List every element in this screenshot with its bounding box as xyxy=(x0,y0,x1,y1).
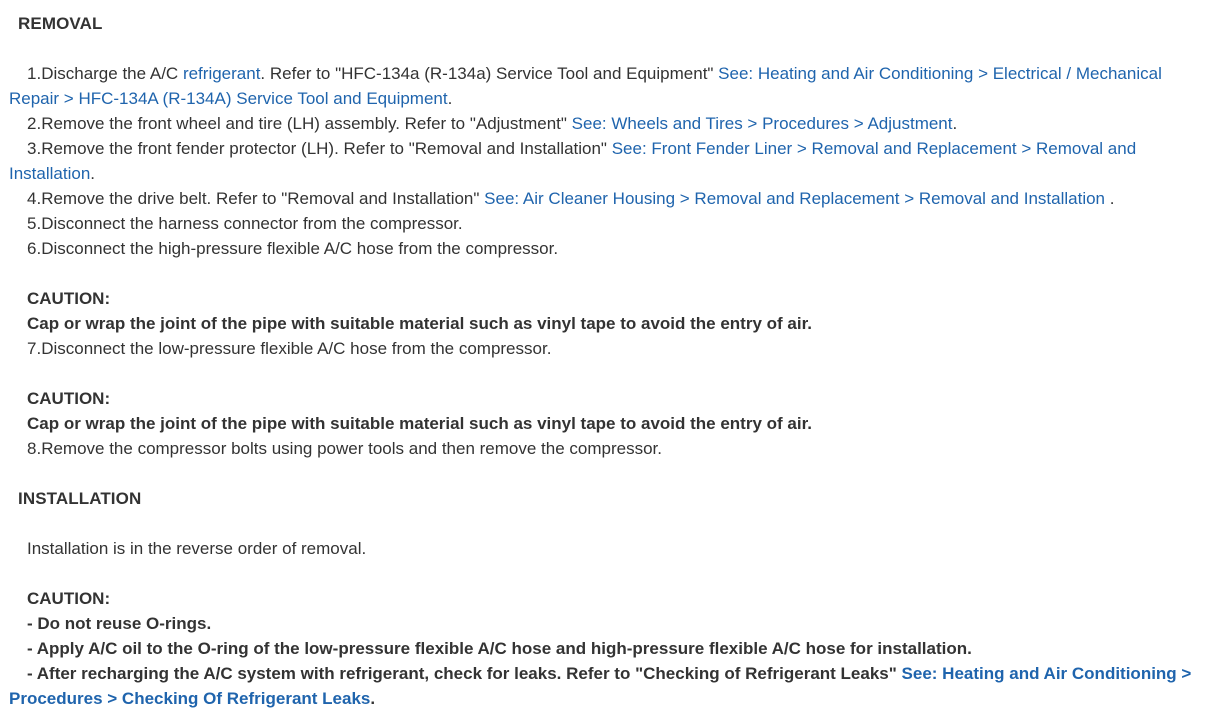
step-text: Disconnect the low-pressure flexible A/C hose from the compressor. xyxy=(41,339,552,358)
step-number: 3. xyxy=(27,139,42,158)
checking-refrigerant-leaks-link-continued[interactable]: Procedures > Checking Of Refrigerant Leaks xyxy=(9,689,371,708)
step-number: 1. xyxy=(27,64,42,83)
installation-heading: INSTALLATION xyxy=(18,489,142,508)
front-fender-liner-link[interactable]: See: Front Fender Liner > Removal and Replacement > Removal and xyxy=(611,139,1137,158)
step-number: 7. xyxy=(27,339,42,358)
removal-step-7 xyxy=(9,336,1209,361)
air-cleaner-housing-link[interactable]: See: Air Cleaner Housing > Removal and Replacement > Removal and Installation xyxy=(484,189,1106,208)
removal-step-6 xyxy=(9,236,1209,261)
caution-item-3-text: - After recharging the A/C system with refrigerant, check for leaks. Refer to "Checking of Refrigerant Leaks" xyxy=(27,664,902,683)
caution-label: CAUTION: xyxy=(27,289,111,308)
step-text: Discharge the A/C xyxy=(41,64,183,83)
removal-step-1-continued xyxy=(9,86,1209,111)
step-text: . xyxy=(952,114,958,133)
removal-step-4 xyxy=(9,186,1209,211)
spacer xyxy=(9,261,1209,286)
caution-item-3-continued xyxy=(9,686,1209,711)
spacer xyxy=(9,361,1209,386)
removal-step-5 xyxy=(9,211,1209,236)
spacer xyxy=(9,561,1209,586)
caution-item-2: - Apply A/C oil to the O-ring of the low-pressure flexible A/C hose and high-pressure flexible A/C hose for installation. xyxy=(27,639,972,658)
step-text: . Refer to "HFC-134a (R-134a) Service Tool and Equipment" xyxy=(260,64,719,83)
step-number: 5. xyxy=(27,214,42,233)
removal-step-2 xyxy=(9,111,1209,136)
step-text: Remove the compressor bolts using power tools and then remove the compressor. xyxy=(41,439,662,458)
step-text: Disconnect the harness connector from the compressor. xyxy=(41,214,463,233)
step-text: Remove the drive belt. Refer to "Removal and Installation" xyxy=(41,189,485,208)
spacer xyxy=(9,36,1209,61)
caution-text: Cap or wrap the joint of the pipe with suitable material such as vinyl tape to avoid the entry of air. xyxy=(27,314,812,333)
checking-refrigerant-leaks-link[interactable]: See: Heating and Air Conditioning > xyxy=(901,664,1192,683)
hfc-134a-service-tool-link-continued[interactable]: Repair > HFC-134A (R-134A) Service Tool and Equipment xyxy=(9,89,448,108)
caution-item-3-end: . xyxy=(370,689,376,708)
step-number: 6. xyxy=(27,239,42,258)
step-text: Remove the front fender protector (LH). Refer to "Removal and Installation" xyxy=(41,139,612,158)
installation-intro: Installation is in the reverse order of removal. xyxy=(27,539,367,558)
spacer xyxy=(9,511,1209,536)
caution-label: CAUTION: xyxy=(27,389,111,408)
removal-step-8 xyxy=(9,436,1209,461)
refrigerant-link[interactable]: refrigerant xyxy=(182,64,261,83)
caution-item-3 xyxy=(9,661,1209,686)
step-number: 2. xyxy=(27,114,42,133)
spacer xyxy=(9,461,1209,486)
step-text: . xyxy=(1105,189,1115,208)
caution-item-1: - Do not reuse O-rings. xyxy=(27,614,212,633)
hfc-134a-service-tool-link[interactable]: See: Heating and Air Conditioning > Electrical / Mechanical xyxy=(718,64,1162,83)
step-text: . xyxy=(447,89,453,108)
step-number: 8. xyxy=(27,439,42,458)
removal-step-3 xyxy=(9,136,1209,161)
front-fender-liner-link-continued[interactable]: Installation xyxy=(9,164,91,183)
removal-heading: REMOVAL xyxy=(18,14,103,33)
removal-step-1 xyxy=(9,61,1209,86)
step-number: 4. xyxy=(27,189,42,208)
step-text: Disconnect the high-pressure flexible A/C hose from the compressor. xyxy=(41,239,559,258)
step-text: Remove the front wheel and tire (LH) assembly. Refer to "Adjustment" xyxy=(41,114,572,133)
removal-step-3-continued xyxy=(9,161,1209,186)
caution-text: Cap or wrap the joint of the pipe with suitable material such as vinyl tape to avoid the entry of air. xyxy=(27,414,812,433)
step-text: . xyxy=(90,164,96,183)
caution-label: CAUTION: xyxy=(27,589,111,608)
wheels-and-tires-adjustment-link[interactable]: See: Wheels and Tires > Procedures > Adjustment xyxy=(571,114,953,133)
